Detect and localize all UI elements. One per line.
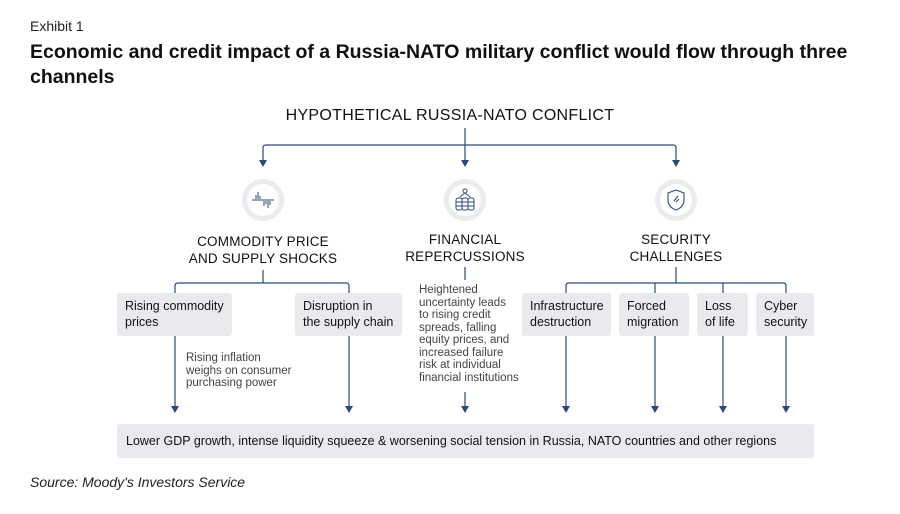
commodity-channel-icon: [242, 179, 284, 221]
rising-commodity-prices-box: [117, 293, 232, 336]
note-line: increased failure: [419, 346, 504, 359]
note-line: financial institutions: [419, 371, 519, 384]
top-label: HYPOTHETICAL RUSSIA-NATO CONFLICT: [285, 107, 615, 124]
note-line: risk at individual: [419, 359, 501, 371]
note-line: uncertainty leads: [419, 296, 506, 309]
commodity-title-line2: AND SUPPLY SHOCKS: [188, 251, 338, 266]
box-line: Rising commodity: [125, 299, 224, 313]
coins-icon: [452, 187, 478, 213]
note-line: equity prices, and: [419, 334, 510, 346]
note-line: to rising credit: [419, 309, 491, 321]
note-line: purchasing power: [186, 377, 277, 389]
security-title-line1: SECURITY: [641, 232, 711, 247]
box-line: of life: [705, 315, 735, 329]
commodity-channel-title: [163, 233, 363, 267]
outcome-box: [117, 424, 814, 458]
box-line: Infrastructure: [530, 299, 604, 313]
inflation-note: [186, 352, 291, 390]
source-note: Source: Moody's Investors Service: [30, 474, 246, 490]
chart-icon: [251, 189, 275, 211]
box-line: prices: [125, 315, 159, 329]
infrastructure-destruction-box: [522, 293, 611, 336]
security-channel-icon: [655, 179, 697, 221]
shield-icon: [665, 188, 687, 212]
box-line: Loss: [705, 299, 732, 313]
loss-of-life-box: [697, 293, 748, 336]
page-title: Economic and credit impact of a Russia-NATO military conflict would flow through three channels: [30, 41, 848, 88]
box-line: destruction: [530, 315, 592, 329]
forced-migration-box: [619, 293, 689, 336]
note-line: weighs on consumer: [186, 364, 292, 377]
box-line: Cyber: [764, 299, 798, 313]
box-line: Forced: [627, 299, 666, 313]
security-channel-title: [586, 231, 766, 265]
security-title-line2: CHALLENGES: [629, 249, 723, 264]
supply-chain-disruption-box: [295, 293, 402, 336]
box-line: the supply chain: [303, 315, 394, 329]
outcome-text: Lower GDP growth, intense liquidity squeeze & worsening social tension in Russia, NATO countries and other regions: [126, 434, 777, 448]
box-line: migration: [627, 315, 679, 329]
box-line: Disruption in: [303, 299, 373, 313]
financial-note: [419, 284, 519, 384]
financial-channel-icon: [444, 179, 486, 221]
note-line: Rising inflation: [186, 352, 261, 364]
financial-channel-title: [375, 231, 555, 265]
financial-title-line2: REPERCUSSIONS: [405, 249, 525, 264]
note-line: spreads, falling: [419, 321, 497, 334]
cyber-security-box: [756, 293, 814, 336]
exhibit-label: Exhibit 1: [30, 18, 84, 34]
box-line: security: [764, 315, 808, 329]
financial-title-line1: FINANCIAL: [428, 232, 502, 247]
note-line: Heightened: [419, 284, 478, 296]
commodity-title-line1: COMMODITY PRICE: [197, 234, 329, 249]
